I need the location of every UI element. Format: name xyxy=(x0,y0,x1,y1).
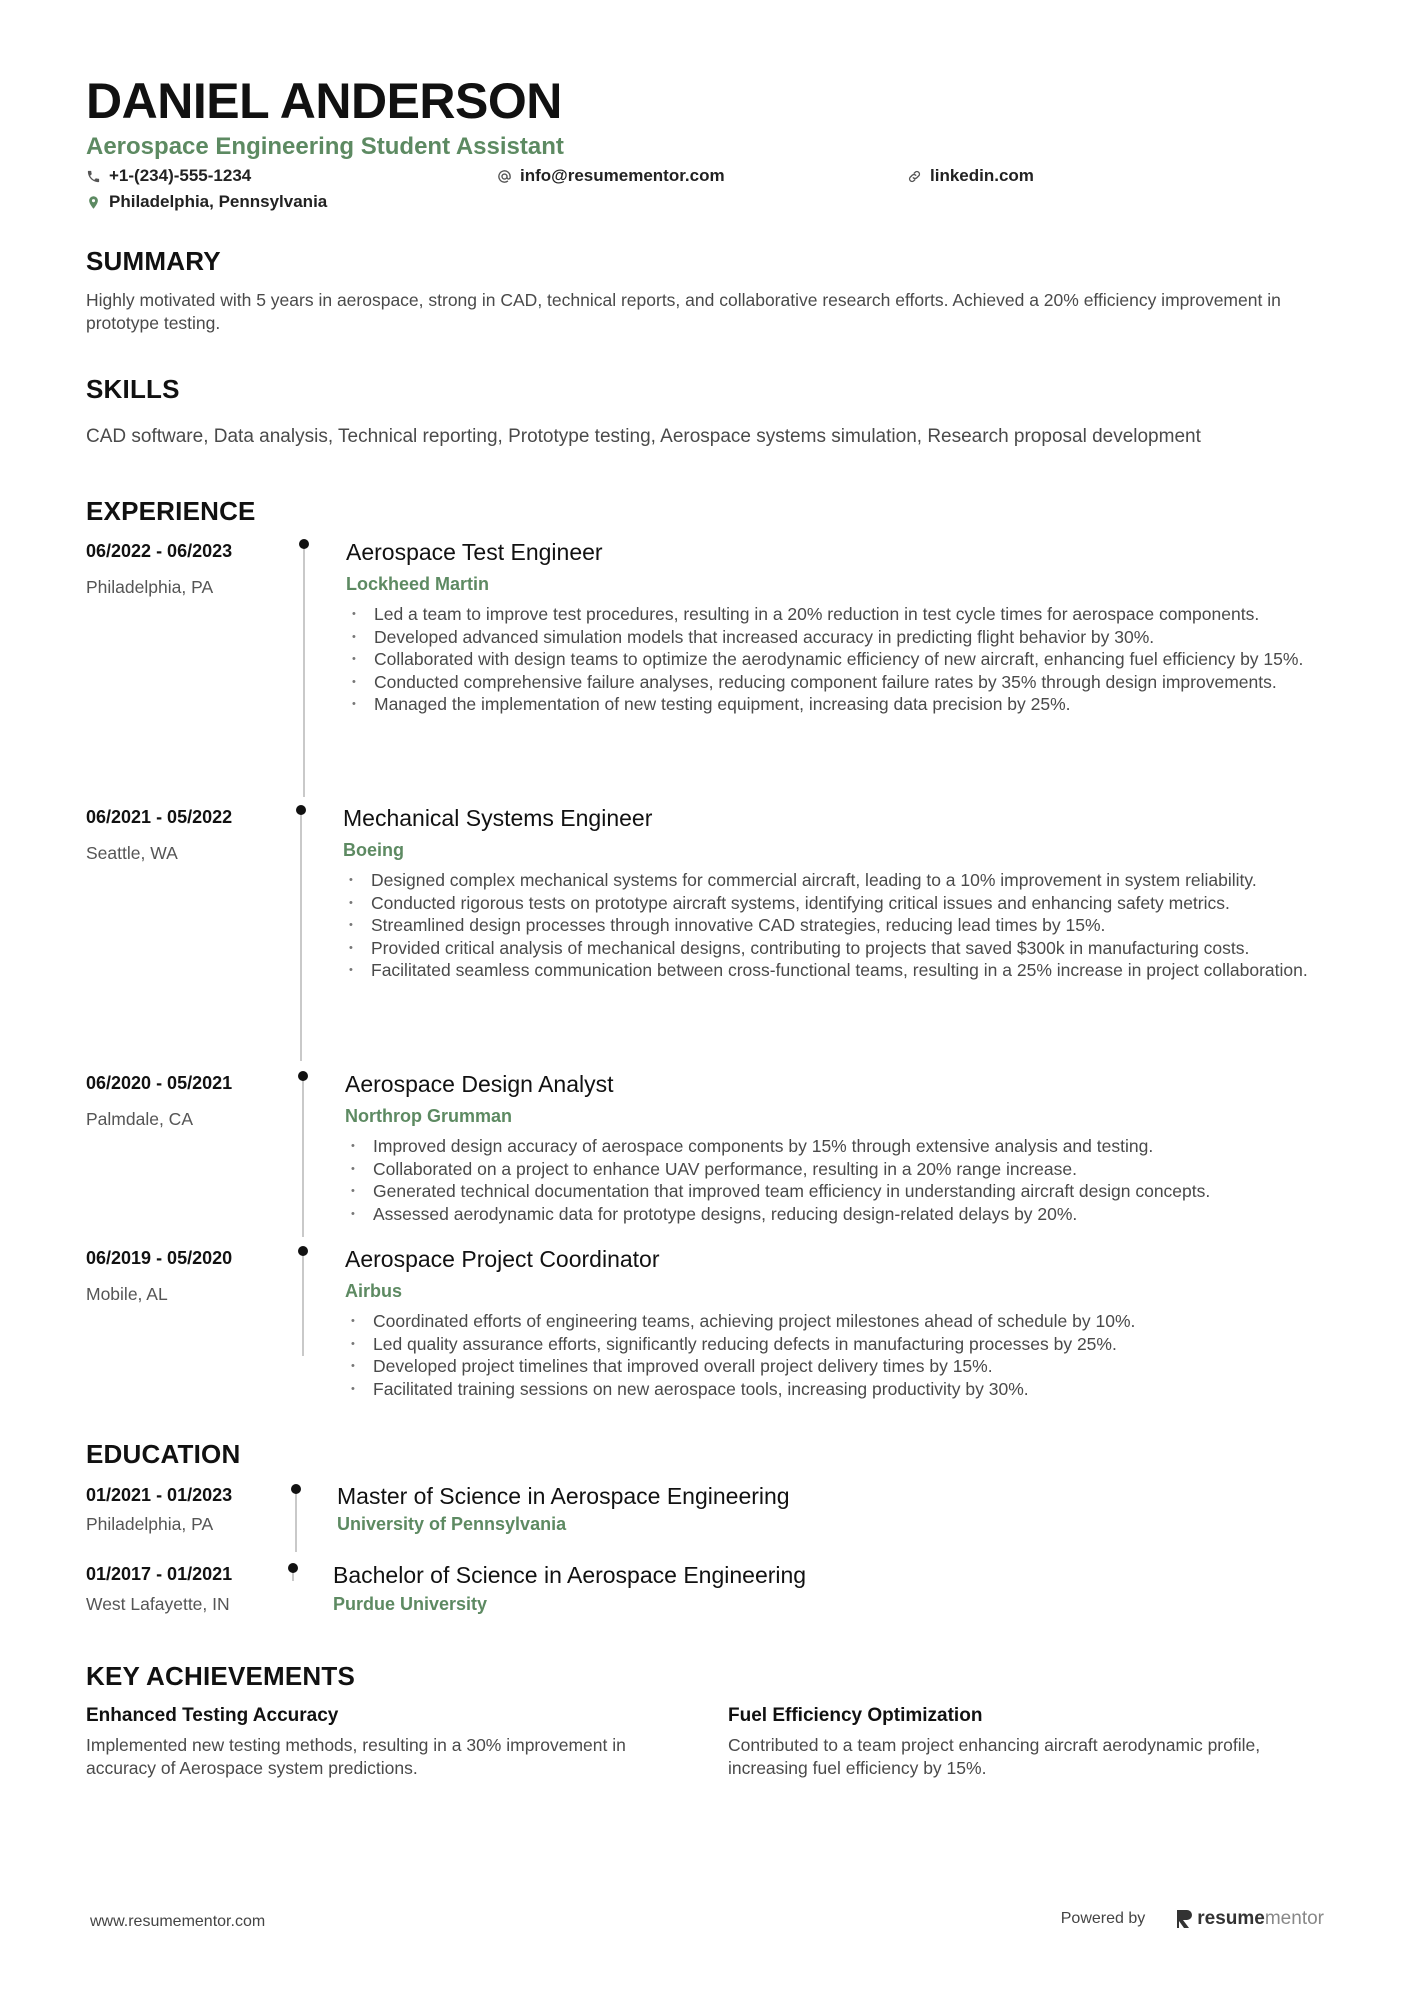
job-company: Boeing xyxy=(343,840,404,860)
education-location: West Lafayette, IN xyxy=(86,1594,230,1614)
list-item: • Managed the implementation of new testing equipment, increasing data precision by 25%. xyxy=(346,693,1346,716)
list-item: • Streamlined design processes through innovative CAD strategies, reducing lead times by 15%. xyxy=(343,914,1343,937)
list-item: • Conducted rigorous tests on prototype aircraft systems, identifying critical issues and enhancing safety metrics. xyxy=(343,892,1343,915)
experience-heading: EXPERIENCE xyxy=(86,496,256,526)
skills-text: CAD software, Data analysis, Technical reporting, Prototype testing, Aerospace systems simulation, Research proposal development xyxy=(86,426,1201,447)
list-item: • Collaborated with design teams to optimize the aerodynamic efficiency of new aircraft, enhancing fuel efficiency by 15%. xyxy=(346,648,1346,671)
job-bullets xyxy=(345,1310,1345,1400)
list-item: • Conducted comprehensive failure analyses, reducing component failure rates by 35% through design improvements. xyxy=(346,671,1346,694)
phone-icon xyxy=(86,169,101,184)
at-icon xyxy=(497,169,512,184)
education-degree: Master of Science in Aerospace Engineering xyxy=(337,1483,790,1509)
job-dates: 06/2021 - 05/2022 xyxy=(86,807,233,827)
achievement-text: Implemented new testing methods, resulting in a 30% improvement in accuracy of Aerospace system predictions. xyxy=(86,1735,626,1778)
brand-name-a: resume xyxy=(1197,1908,1265,1929)
job-bullets xyxy=(346,603,1346,716)
footer-powered-by xyxy=(1061,1908,1324,1930)
contact-email[interactable] xyxy=(497,165,725,187)
footer-website[interactable]: www.resumementor.com xyxy=(90,1913,266,1930)
education-dates: 01/2017 - 01/2021 xyxy=(86,1564,233,1584)
job-location: Mobile, AL xyxy=(86,1284,168,1304)
timeline-line xyxy=(302,1077,304,1237)
powered-by-label: Powered by xyxy=(1060,1910,1146,1927)
job-bullets xyxy=(343,869,1343,982)
job-company: Northrop Grumman xyxy=(345,1106,513,1126)
timeline-line xyxy=(295,1490,297,1552)
timeline-line xyxy=(300,811,302,1061)
education-school: Purdue University xyxy=(333,1594,488,1614)
job-bullets xyxy=(345,1135,1345,1225)
linkedin-text: linkedin.com xyxy=(930,166,1034,185)
candidate-role: Aerospace Engineering Student Assistant xyxy=(86,133,564,160)
timeline-line xyxy=(303,545,305,797)
timeline-line xyxy=(302,1252,304,1356)
list-item: • Developed project timelines that improved overall project delivery times by 15%. xyxy=(345,1355,1345,1378)
list-item: • Facilitated training sessions on new aerospace tools, increasing productivity by 30%. xyxy=(345,1378,1345,1401)
job-title: Aerospace Project Coordinator xyxy=(345,1246,660,1272)
list-item: • Coordinated efforts of engineering teams, achieving project milestones ahead of schedule by 10%. xyxy=(345,1310,1345,1333)
job-location: Seattle, WA xyxy=(86,843,178,863)
list-item: • Led a team to improve test procedures, resulting in a 20% reduction in test cycle times for aerospace components. xyxy=(346,603,1346,626)
job-location: Philadelphia, PA xyxy=(86,577,214,597)
skills-heading: SKILLS xyxy=(86,374,180,404)
job-company: Airbus xyxy=(345,1281,403,1301)
achievement-title: Enhanced Testing Accuracy xyxy=(86,1705,339,1726)
list-item: • Assessed aerodynamic data for prototype designs, reducing design-related delays by 20%. xyxy=(345,1203,1345,1226)
education-location: Philadelphia, PA xyxy=(86,1514,214,1534)
candidate-name: DANIEL ANDERSON xyxy=(86,73,562,129)
timeline-dot xyxy=(291,1484,301,1494)
job-location: Palmdale, CA xyxy=(86,1109,193,1129)
email-text: info@resumementor.com xyxy=(520,166,725,185)
list-item: • Led quality assurance efforts, significantly reducing defects in manufacturing processes by 25%. xyxy=(345,1333,1345,1356)
list-item: • Facilitated seamless communication between cross-functional teams, resulting in a 25% increase in project collaboration. xyxy=(343,959,1343,982)
job-company: Lockheed Martin xyxy=(346,574,490,594)
summary-heading: SUMMARY xyxy=(86,246,221,276)
job-title: Mechanical Systems Engineer xyxy=(343,805,653,831)
job-dates: 06/2019 - 05/2020 xyxy=(86,1248,233,1268)
timeline-dot xyxy=(299,539,309,549)
education-degree: Bachelor of Science in Aerospace Engineering xyxy=(333,1562,807,1588)
job-title: Aerospace Test Engineer xyxy=(346,539,603,565)
brand-logo[interactable] xyxy=(1175,1908,1324,1930)
achievement-text: Contributed to a team project enhancing aircraft aerodynamic profile, increasing fuel efficiency by 15%. xyxy=(728,1735,1261,1778)
phone-text: +1-(234)-555-1234 xyxy=(109,166,252,185)
brand-logo-icon xyxy=(1175,1909,1193,1929)
contact-phone xyxy=(86,165,251,187)
list-item: • Provided critical analysis of mechanical designs, contributing to projects that saved $300k in manufacturing costs. xyxy=(343,937,1343,960)
achievements-heading: KEY ACHIEVEMENTS xyxy=(86,1661,356,1691)
list-item: • Generated technical documentation that improved team efficiency in understanding aircraft design concepts. xyxy=(345,1180,1345,1203)
education-heading: EDUCATION xyxy=(86,1439,241,1469)
list-item: • Designed complex mechanical systems for commercial aircraft, leading to a 10% improvement in system reliability. xyxy=(343,869,1343,892)
list-item: • Developed advanced simulation models that increased accuracy in predicting flight behavior by 30%. xyxy=(346,626,1346,649)
brand-name-b: mentor xyxy=(1264,1908,1324,1929)
list-item: • Collaborated on a project to enhance UAV performance, resulting in a 20% range increase. xyxy=(345,1158,1345,1181)
job-dates: 06/2020 - 05/2021 xyxy=(86,1073,233,1093)
timeline-dot xyxy=(296,805,306,815)
timeline-dot xyxy=(298,1246,308,1256)
summary-text: Highly motivated with 5 years in aerospace, strong in CAD, technical reports, and collaborative research efforts. Achieved a 20% efficiency improvement in prototype testing. xyxy=(86,290,1281,333)
location-text: Philadelphia, Pennsylvania xyxy=(109,192,328,211)
list-item: • Improved design accuracy of aerospace components by 15% through extensive analysis and testing. xyxy=(345,1135,1345,1158)
job-dates: 06/2022 - 06/2023 xyxy=(86,541,233,561)
timeline-dot xyxy=(298,1071,308,1081)
location-pin-icon xyxy=(86,195,101,210)
timeline-dot xyxy=(288,1563,298,1573)
contact-location xyxy=(86,191,327,213)
achievement-title: Fuel Efficiency Optimization xyxy=(728,1705,983,1726)
education-dates: 01/2021 - 01/2023 xyxy=(86,1485,233,1505)
link-icon xyxy=(907,169,922,184)
contact-linkedin[interactable] xyxy=(907,165,1034,187)
job-title: Aerospace Design Analyst xyxy=(345,1071,614,1097)
education-school: University of Pennsylvania xyxy=(337,1514,567,1534)
